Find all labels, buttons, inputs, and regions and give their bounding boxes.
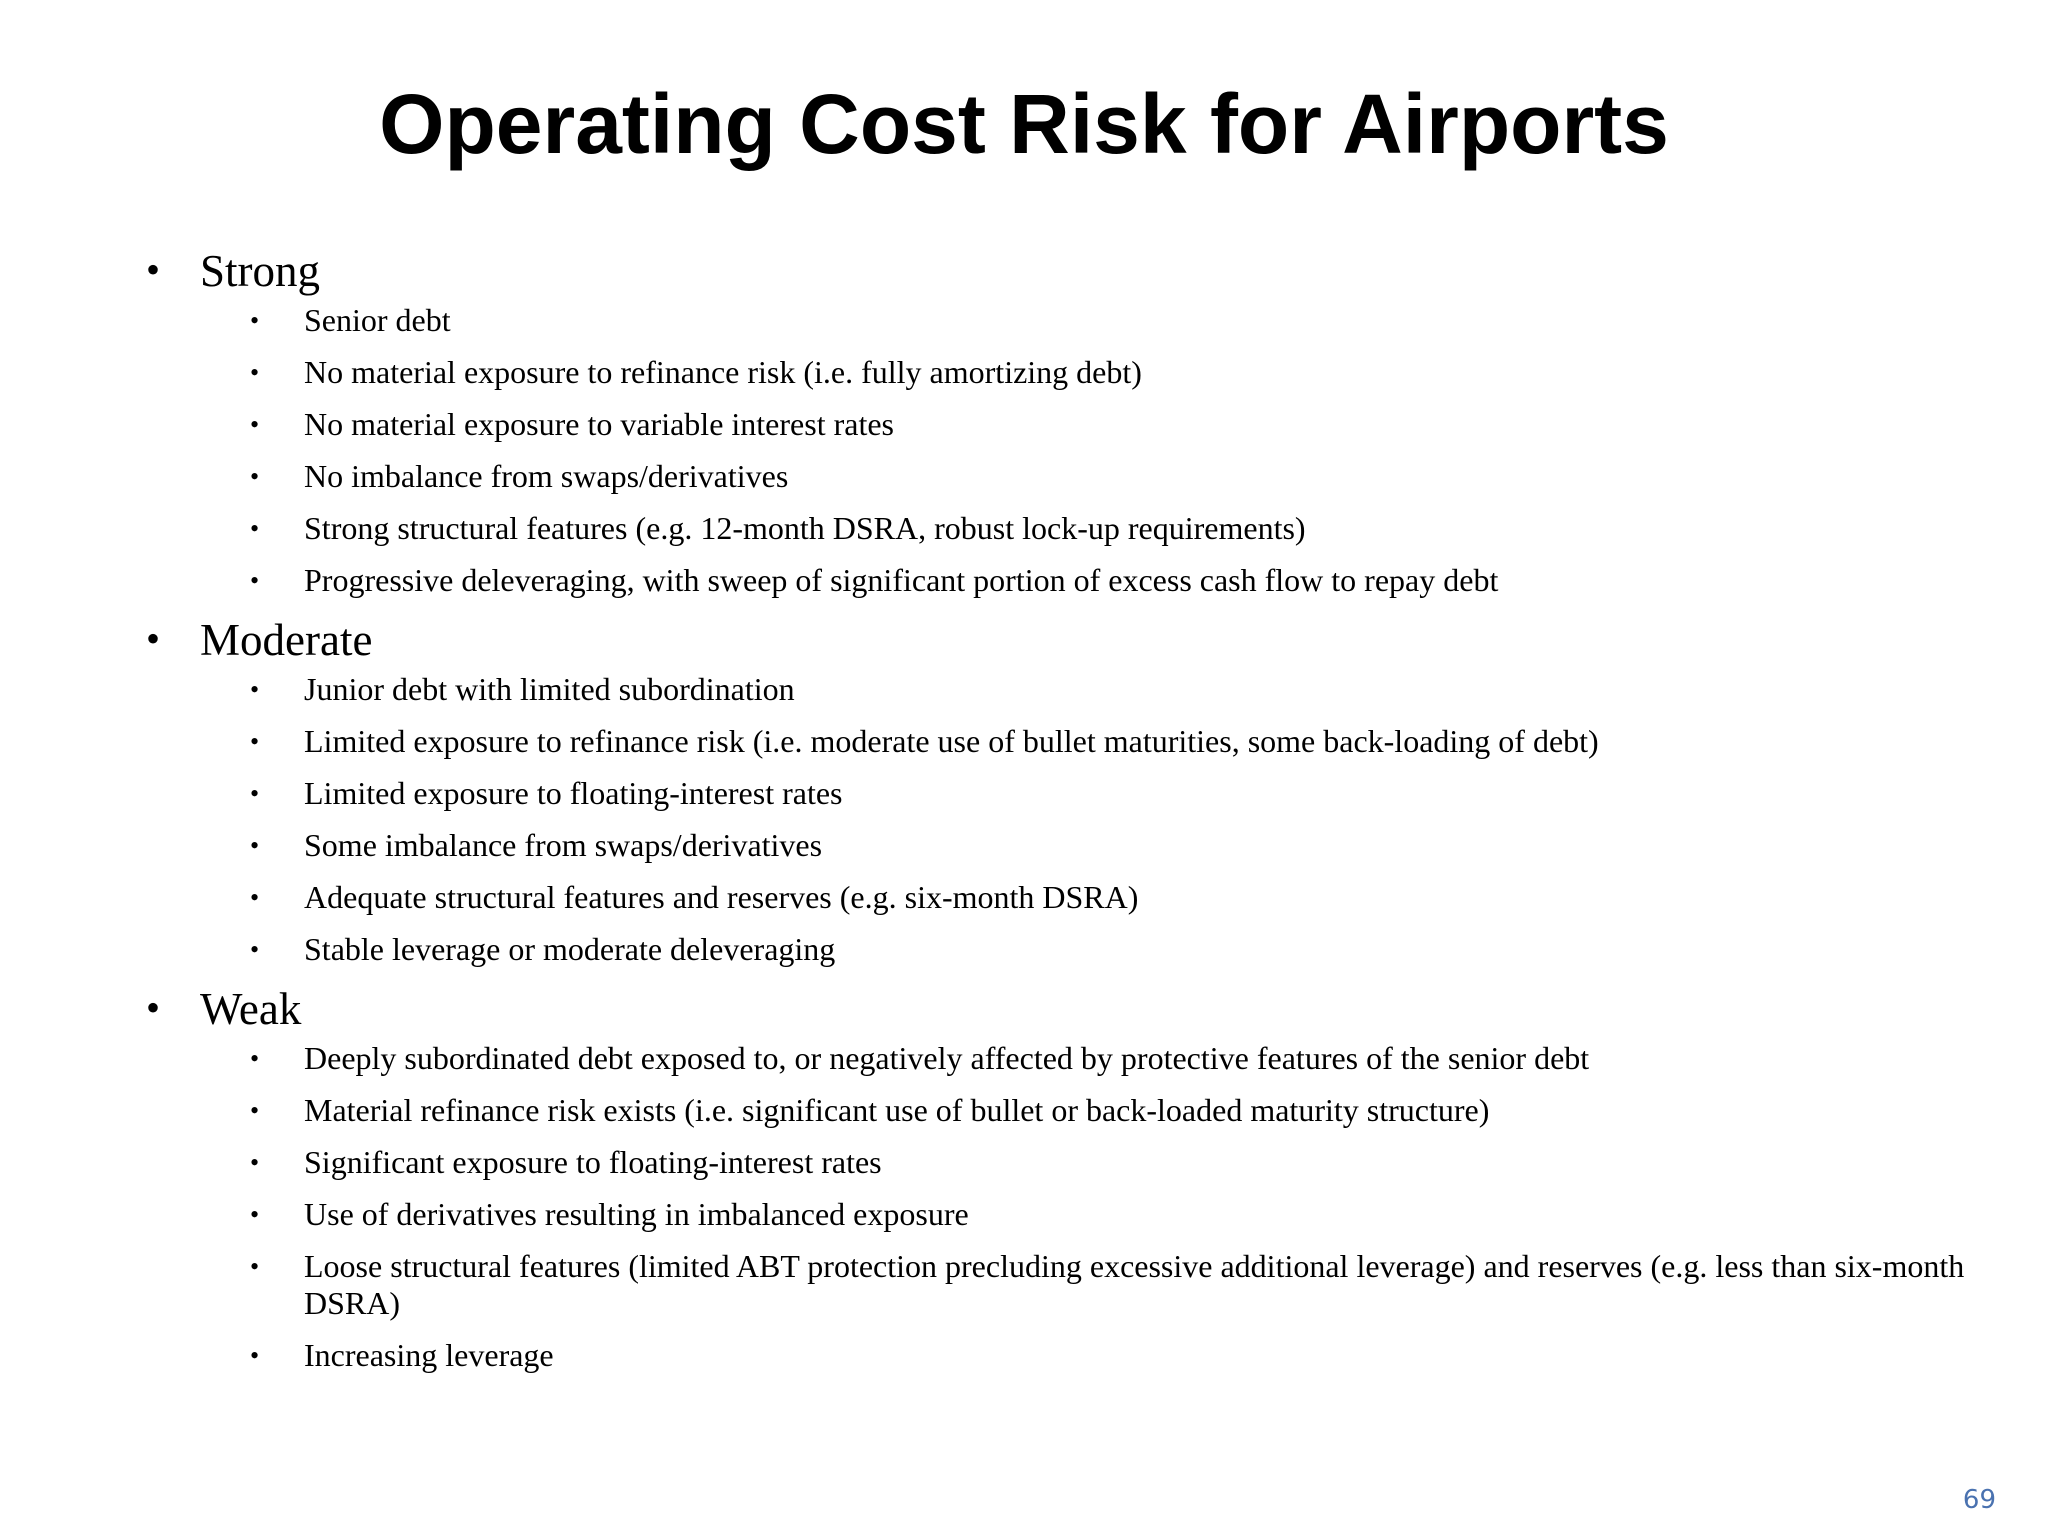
list-item-text: Increasing leverage (304, 1337, 554, 1373)
list-item (146, 406, 1966, 443)
section-heading (146, 978, 1966, 1040)
section-heading-label: Strong (200, 246, 321, 296)
section-moderate (146, 609, 1966, 968)
list-item-text: Senior debt (304, 302, 451, 338)
list-item-text: Limited exposure to floating-interest rates (304, 775, 843, 811)
list-item-text: Some imbalance from swaps/derivatives (304, 827, 823, 863)
bullet-icon: • (250, 883, 260, 912)
list-item-text: Use of derivatives resulting in imbalanced exposure (304, 1196, 969, 1232)
section-weak (146, 978, 1966, 1374)
bullet-icon: • (250, 779, 260, 808)
bullet-icon: • (250, 1252, 260, 1281)
list-item-text: Strong structural features (e.g. 12-month DSRA, robust lock-up requirements) (304, 510, 1306, 546)
page-number: 69 (1962, 1485, 1996, 1515)
list-item (146, 510, 1966, 547)
list-item (146, 931, 1966, 968)
list-item-text: Significant exposure to floating-interest rates (304, 1144, 882, 1180)
bullet-icon: • (250, 514, 260, 543)
bullet-icon: • (146, 616, 161, 661)
list-item-text: No imbalance from swaps/derivatives (304, 458, 789, 494)
section-strong (146, 240, 1966, 599)
list-item (146, 775, 1966, 812)
bullet-icon: • (250, 675, 260, 704)
list-item-text: Loose structural features (limited ABT protection precluding excessive additional leverage) and reserves (e.g. less than six-month DSRA) (304, 1248, 1965, 1321)
bullet-icon: • (250, 1148, 260, 1177)
list-item (146, 562, 1966, 599)
list-item (146, 1040, 1966, 1077)
bullet-icon: • (250, 1096, 260, 1125)
list-item (146, 879, 1966, 916)
list-item (146, 302, 1966, 339)
list-item (146, 827, 1966, 864)
list-item-text: No material exposure to refinance risk (i.e. fully amortizing debt) (304, 354, 1142, 390)
bullet-icon: • (250, 1341, 260, 1370)
bullet-icon: • (250, 358, 260, 387)
list-item-text: Deeply subordinated debt exposed to, or negatively affected by protective features of the senior debt (304, 1040, 1590, 1076)
slide-title: Operating Cost Risk for Airports (379, 77, 1669, 171)
bullet-icon: • (250, 566, 260, 595)
list-item-text: No material exposure to variable interest rates (304, 406, 894, 442)
list-item (146, 1196, 1966, 1233)
list-item (146, 1248, 1966, 1322)
bullet-icon: • (250, 462, 260, 491)
list-item (146, 671, 1966, 708)
list-item (146, 723, 1966, 760)
list-item (146, 458, 1966, 495)
list-item-text: Adequate structural features and reserves (e.g. six-month DSRA) (304, 879, 1139, 915)
section-heading (146, 240, 1966, 302)
list-item (146, 354, 1966, 391)
list-item (146, 1144, 1966, 1181)
section-heading-label: Weak (200, 984, 302, 1034)
bullet-icon: • (250, 727, 260, 756)
bullet-list (146, 240, 1966, 1374)
list-item-text: Progressive deleveraging, with sweep of significant portion of excess cash flow to repay debt (304, 562, 1499, 598)
list-item-text: Material refinance risk exists (i.e. significant use of bullet or back-loaded maturity structure) (304, 1092, 1490, 1128)
list-item-text: Limited exposure to refinance risk (i.e. moderate use of bullet maturities, some back-loading of debt) (304, 723, 1599, 759)
section-heading (146, 609, 1966, 671)
section-heading-label: Moderate (200, 615, 373, 665)
list-item (146, 1337, 1966, 1374)
bullet-icon: • (250, 935, 260, 964)
list-item-text: Stable leverage or moderate deleveraging (304, 931, 836, 967)
list-item (146, 1092, 1966, 1129)
bullet-icon: • (250, 831, 260, 860)
bullet-icon: • (250, 1200, 260, 1229)
bullet-icon: • (250, 1044, 260, 1073)
list-item-text: Junior debt with limited subordination (304, 671, 795, 707)
bullet-icon: • (146, 985, 161, 1030)
bullet-icon: • (250, 410, 260, 439)
bullet-icon: • (146, 247, 161, 292)
bullet-icon: • (250, 306, 260, 335)
